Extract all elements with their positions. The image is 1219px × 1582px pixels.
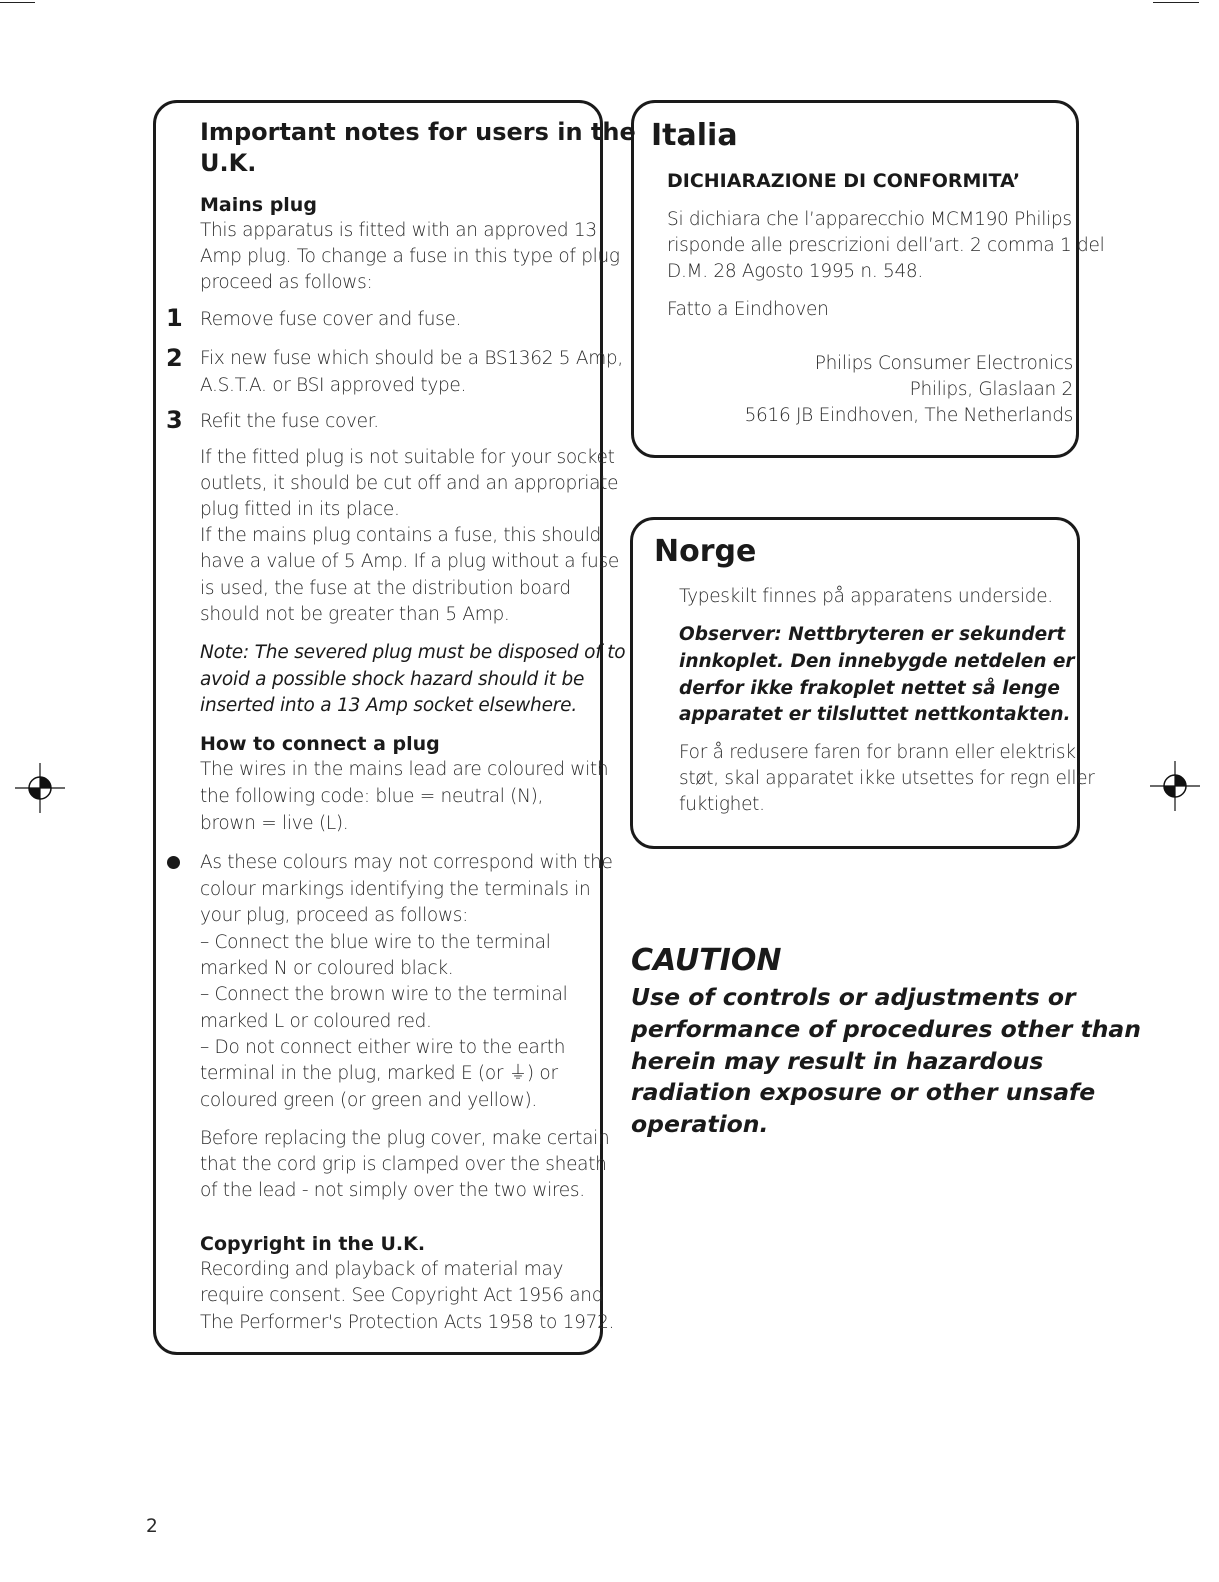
uk-heading-line2: U.K.: [200, 149, 257, 177]
step-2-text-2: A.S.T.A. or BSI approved type.: [200, 375, 467, 396]
bullet-line-1: As these colours may not correspond with the: [200, 852, 613, 873]
norge-observer-2: innkoplet. Den innebygde netdelen er: [679, 651, 1075, 672]
norge-title: Norge: [654, 534, 757, 569]
note-line-3: inserted into a 13 Amp socket elsewhere.: [200, 695, 578, 716]
mains-intro-1: This apparatus is fitted with an approved 13: [200, 220, 597, 241]
bullet-line-6: – Connect the brown wire to the terminal: [200, 984, 568, 1005]
italia-para-3: D.M. 28 Agosto 1995 n. 548.: [667, 261, 923, 282]
crop-mark-right: [1153, 2, 1199, 3]
step-number-3: 3: [166, 406, 183, 434]
connect-intro-3: brown = live (L).: [200, 813, 349, 834]
norge-para-1: For å redusere faren for brann eller elektrisk: [679, 742, 1076, 763]
bullet-line-7: marked L or coloured red.: [200, 1011, 432, 1032]
connect-intro-2: the following code: blue = neutral (N),: [200, 786, 544, 807]
after-line-3: of the lead - not simply over the two wires.: [200, 1180, 585, 1201]
norge-observer-1: Observer: Nettbryteren er sekundert: [679, 624, 1066, 645]
caution-line-1: Use of controls or adjustments or: [631, 983, 1076, 1011]
page-number: 2: [146, 1516, 158, 1537]
crop-mark-left: [0, 2, 35, 3]
uk-heading-line1: Important notes for users in the: [200, 118, 636, 146]
caution-line-3: herein may result in hazardous: [631, 1047, 1044, 1075]
bullet-line-5: marked N or coloured black.: [200, 958, 454, 979]
caution-line-4: radiation exposure or other unsafe: [631, 1078, 1096, 1106]
bullet-line-10: coloured green (or green and yellow).: [200, 1090, 537, 1111]
italia-address-2: Philips, Glaslaan 2: [909, 379, 1073, 400]
note-line-2: avoid a possible shock hazard should it be: [200, 669, 585, 690]
mains-intro-3: proceed as follows:: [200, 272, 373, 293]
copyright-line-3: The Performer's Protection Acts 1958 to 1972.: [200, 1312, 615, 1333]
bullet-line-3: your plug, proceed as follows:: [200, 905, 469, 926]
step-2-text-1: Fix new fuse which should be a BS1362 5 Amp,: [200, 348, 623, 369]
step-1-text: Remove fuse cover and fuse.: [200, 309, 462, 330]
connect-intro-1: The wires in the mains lead are coloured with: [200, 759, 609, 780]
mains-para-2: outlets, it should be cut off and an appropriate: [200, 473, 619, 494]
step-number-2: 2: [166, 344, 183, 372]
norge-para-2: støt, skal apparatet ikke utsettes for regn eller: [679, 768, 1095, 789]
norge-line-1: Typeskilt finnes på apparatens underside.: [679, 586, 1053, 607]
italia-address-1: Philips Consumer Electronics: [814, 353, 1073, 374]
registration-mark-left-icon: [15, 763, 65, 813]
mains-para-3: plug fitted in its place.: [200, 499, 400, 520]
mains-para-1: If the fitted plug is not suitable for your socket: [200, 447, 615, 468]
mains-intro-2: Amp plug. To change a fuse in this type of plug: [200, 246, 620, 267]
mains-para-4: If the mains plug contains a fuse, this should: [200, 525, 601, 546]
after-line-2: that the cord grip is clamped over the sheath: [200, 1154, 607, 1175]
note-line-1: Note: The severed plug must be disposed of to: [200, 642, 626, 663]
caution-title: CAUTION: [631, 943, 782, 978]
registration-mark-right-icon: [1150, 761, 1200, 811]
mains-para-5: have a value of 5 Amp. If a plug without a fuse: [200, 551, 619, 572]
bullet-line-2: colour markings identifying the terminals in: [200, 879, 591, 900]
bullet-line-4: – Connect the blue wire to the terminal: [200, 932, 551, 953]
mains-para-7: should not be greater than 5 Amp.: [200, 604, 510, 625]
norge-para-3: fuktighet.: [679, 794, 765, 815]
italia-para-1: Si dichiara che l’apparecchio MCM190 Philips: [667, 209, 1072, 230]
mains-plug-title: Mains plug: [200, 194, 317, 216]
italia-para-2: risponde alle prescrizioni dell’art. 2 comma 1 del: [667, 235, 1105, 256]
copyright-line-1: Recording and playback of material may: [200, 1259, 564, 1280]
norge-observer-3: derfor ikke frakoplet nettet så lenge: [679, 678, 1060, 699]
italia-title: Italia: [651, 118, 738, 153]
connect-plug-title: How to connect a plug: [200, 733, 440, 755]
copyright-line-2: require consent. See Copyright Act 1956 and: [200, 1285, 604, 1306]
caution-line-5: operation.: [631, 1110, 769, 1138]
bullet-dot: [167, 856, 180, 869]
mains-para-6: is used, the fuse at the distribution board: [200, 578, 571, 599]
italia-place: Fatto a Eindhoven: [667, 299, 829, 320]
copyright-title: Copyright in the U.K.: [200, 1233, 426, 1255]
norge-observer-4: apparatet er tilsluttet nettkontakten.: [679, 704, 1071, 725]
step-number-1: 1: [166, 304, 183, 332]
italia-address-3: 5616 JB Eindhoven, The Netherlands: [744, 405, 1073, 426]
italia-subtitle: DICHIARAZIONE DI CONFORMITA’: [667, 170, 1021, 192]
bullet-line-8: – Do not connect either wire to the earth: [200, 1037, 566, 1058]
after-line-1: Before replacing the plug cover, make certain: [200, 1128, 610, 1149]
bullet-line-9: terminal in the plug, marked E (or ⏚) or: [200, 1063, 558, 1084]
caution-line-2: performance of procedures other than: [631, 1015, 1142, 1043]
step-3-text: Refit the fuse cover.: [200, 411, 379, 432]
